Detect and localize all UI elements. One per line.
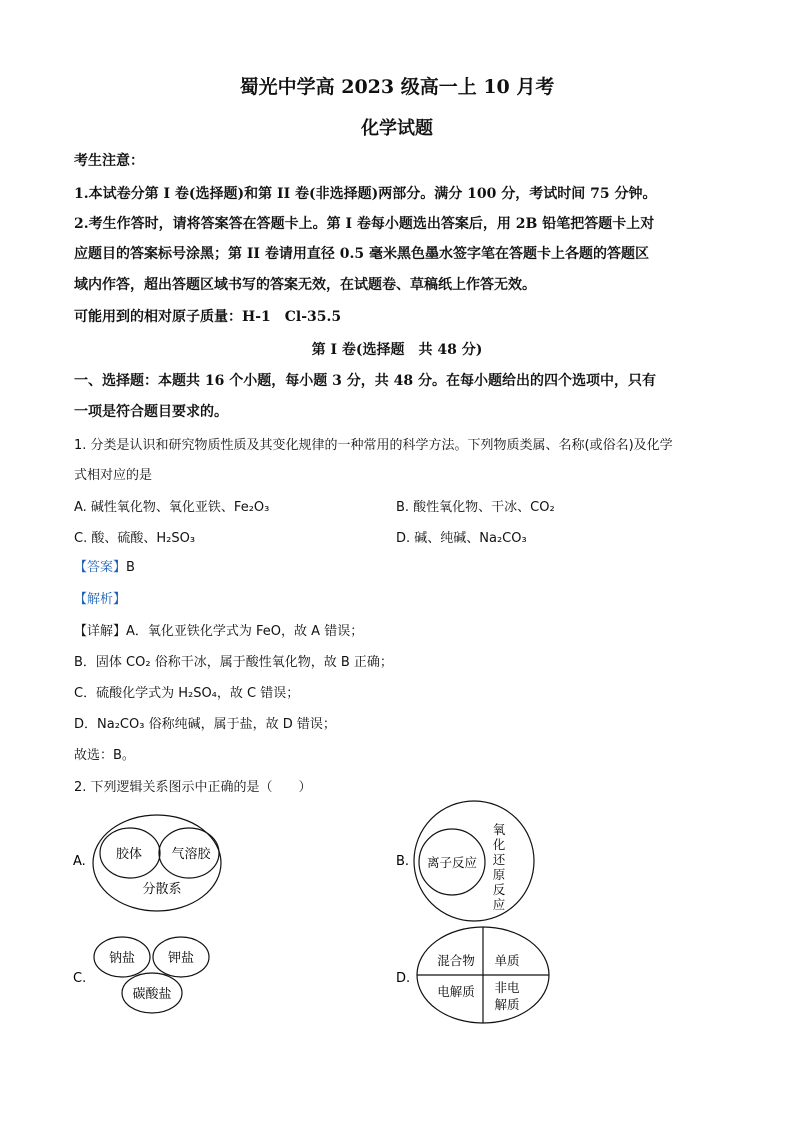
section-instructions-line-2: 一项是符合题目要求的。 xyxy=(74,404,228,420)
nonelectrolyte-label-line-2: 解质 xyxy=(494,997,520,1012)
q1-analysis-label: 【解析】 xyxy=(74,592,127,607)
q1-stem-line-1: 1. 分类是认识和研究物质性质及其变化规律的一种常用的科学方法。下列物质类属、名称(或俗名)及化学 xyxy=(74,438,673,453)
mixture-label: 混合物 xyxy=(437,953,475,968)
sodium-salt-label: 钠盐 xyxy=(108,951,136,966)
ionic-reaction-label: 离子反应 xyxy=(426,855,478,870)
redox-char: 应 xyxy=(492,897,506,912)
q2-stem: 2. 下列逻辑关系图示中正确的是（ ） xyxy=(74,780,312,795)
nonelectrolyte-label-line-1: 非电 xyxy=(494,980,520,995)
notice-item-1: 1.本试卷分第 I 卷(选择题)和第 II 卷(非选择题)两部分。满分 100 分，考试时间 75 分钟。 xyxy=(74,186,657,202)
answer-value: B xyxy=(126,560,135,575)
redox-label xyxy=(493,822,506,912)
exam-subtitle: 化学试题 xyxy=(361,118,433,139)
q1-conclusion: 故选：B。 xyxy=(74,748,135,763)
q2-option-c-letter: C. xyxy=(73,971,87,986)
potassium-salt-label: 钾盐 xyxy=(167,951,195,966)
notice-item-2-line-1: 2.考生作答时，请将答案答在答题卡上。第 I 卷每小题选出答案后，用 2B 铅笔把答题卡上对 xyxy=(74,216,655,232)
notice-item-2-line-3: 域内作答，超出答题区域书写的答案无效，在试题卷、草稿纸上作答无效。 xyxy=(74,277,536,293)
detail-a-text: A．氧化亚铁化学式为 FeO，故 A 错误； xyxy=(126,624,364,639)
q2-option-a-letter: A. xyxy=(73,854,86,869)
carbonate-label: 碳酸盐 xyxy=(132,987,172,1002)
section-instructions-line-1: 一、选择题：本题共 16 个小题，每小题 3 分，共 48 分。在每小题给出的四个选项中，只有 xyxy=(74,373,656,389)
atomic-mass-note: 可能用到的相对原子质量：H-1 Cl-35.5 xyxy=(74,309,342,325)
q1-detail-d: D．Na₂CO₃ 俗称纯碱，属于盐，故 D 错误； xyxy=(74,717,336,732)
notice-heading: 考生注意： xyxy=(74,153,144,169)
q1-stem-line-2: 式相对应的是 xyxy=(74,468,153,483)
q1-option-d: D. 碱、纯碱、Na₂CO₃ xyxy=(396,531,527,546)
q1-detail-b: B．固体 CO₂ 俗称干冰，属于酸性氧化物，故 B 正确； xyxy=(74,655,393,670)
q2-option-a-diagram xyxy=(73,815,221,911)
section-heading: 第 I 卷(选择题 共 48 分) xyxy=(311,342,483,358)
colloid-label: 胶体 xyxy=(115,847,143,862)
q2-option-b-diagram xyxy=(396,801,534,921)
q2-option-c-diagram xyxy=(73,937,209,1013)
answer-label: 【答案】 xyxy=(74,560,127,575)
q2-option-b-letter: B. xyxy=(396,854,410,869)
notice-item-2-line-2: 应题目的答案标号涂黑；第 II 卷请用直径 0.5 毫米黑色墨水签字笔在答题卡上各题的答题区 xyxy=(74,246,649,262)
q1-option-a: A. 碱性氧化物、氧化亚铁、Fe₂O₃ xyxy=(74,500,270,515)
redox-char: 还 xyxy=(492,852,506,867)
redox-char: 化 xyxy=(492,837,506,852)
q2-option-d-diagram xyxy=(396,927,549,1023)
redox-char: 反 xyxy=(492,882,506,897)
q2-option-d-letter: D. xyxy=(396,971,411,986)
element-label: 单质 xyxy=(494,953,520,968)
redox-char: 原 xyxy=(492,867,506,882)
dispersion-label: 分散系 xyxy=(142,882,182,897)
q1-option-b: B. 酸性氧化物、干冰、CO₂ xyxy=(396,500,555,515)
electrolyte-label: 电解质 xyxy=(437,984,475,999)
q1-option-c: C. 酸、硫酸、H₂SO₃ xyxy=(74,531,196,546)
exam-title: 蜀光中学高 2023 级高一上 10 月考 xyxy=(239,76,555,98)
detail-label: 【详解】 xyxy=(74,624,127,639)
q1-detail-c: C．硫酸化学式为 H₂SO₄，故 C 错误； xyxy=(74,686,300,701)
aerosol-label: 气溶胶 xyxy=(171,847,211,862)
redox-char: 氧 xyxy=(492,822,506,837)
